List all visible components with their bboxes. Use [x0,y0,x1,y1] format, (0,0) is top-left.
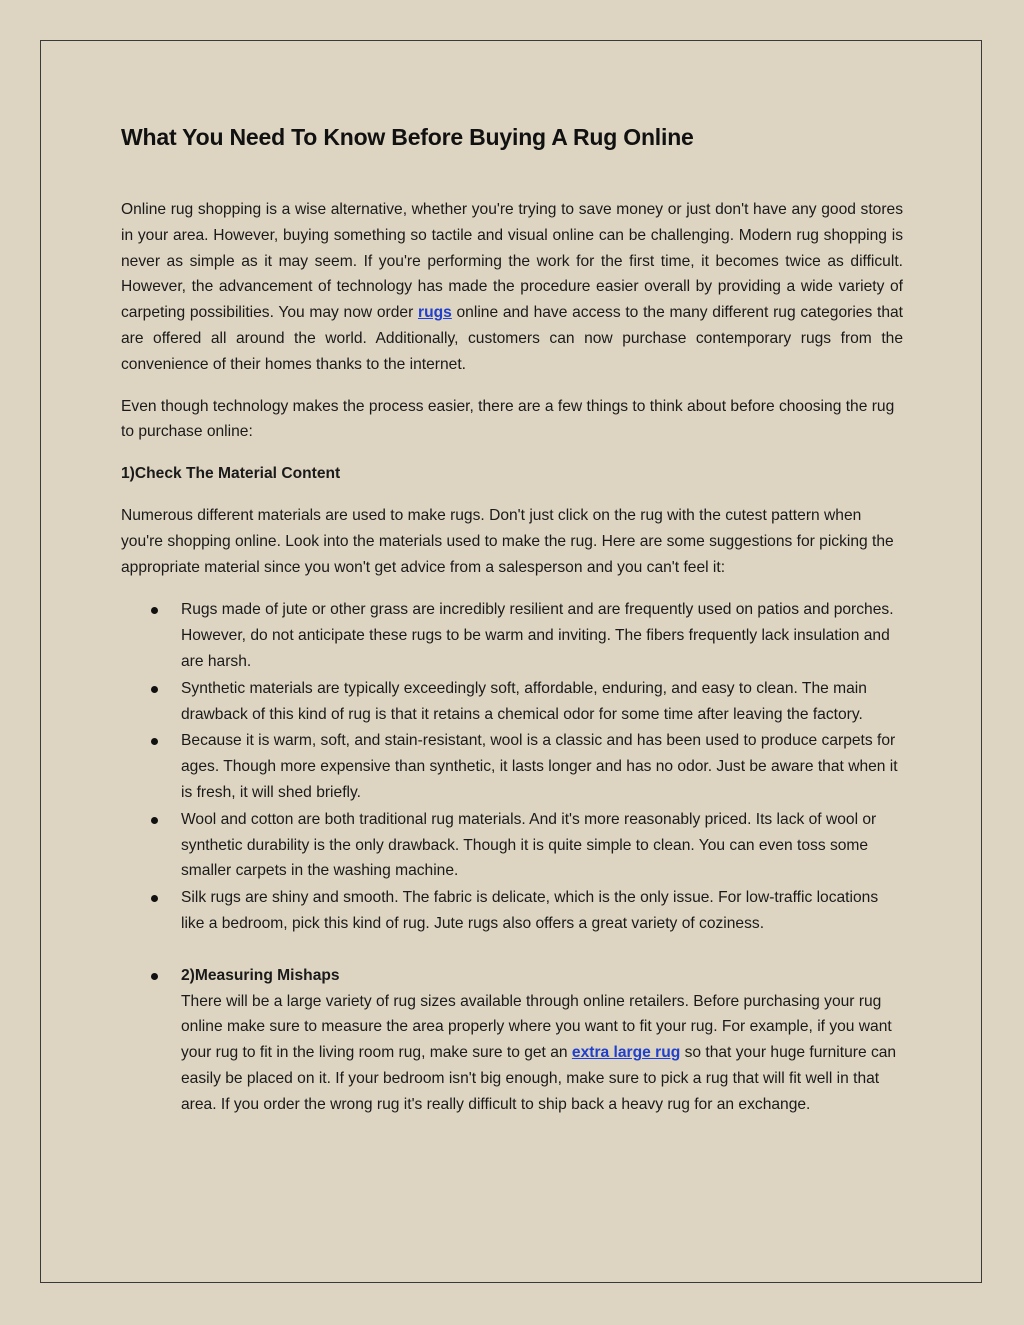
considerations-paragraph: Even though technology makes the process easier, there are a few things to think about before choosing the rug to purchase online: [121,397,895,441]
bullet-icon [151,817,158,824]
section-heading-measuring: 2)Measuring Mishaps [181,966,340,984]
material-paragraph: Numerous different materials are used to make rugs. Don't just click on the rug with the cutest pattern when you're shopping online. Look into the materials used to make the rug. Here are some suggestions for picking the appropriate material since you won't get advice from a salesperson and you can't feel it: [121,506,894,576]
list-item [121,597,903,674]
material-bullet-list [121,597,903,1117]
intro-text-before: Online rug shopping is a wise alternative, whether you're trying to save money or just don't have any good stores in your area. However, buying something so tactile and visual online can be challenging. Modern rug shopping is never as simple as it may seem. If you're performing the work for the first time, it becomes twice as difficult. However, the advancement of technology has made the procedure easier overall by providing a wide variety of carpeting possibilities. You may now order [121,201,903,322]
intro-text-after: online and have access to the many different rug categories that are offered all around the world. Additionally, customers can now purchase contemporary rugs from the convenience of their homes thanks to the internet. [121,304,903,373]
bullet-icon [151,738,158,745]
bullet-icon [151,895,158,902]
rugs-link[interactable]: rugs [418,304,452,322]
document-content [121,118,903,1119]
list-item-text: Silk rugs are shiny and smooth. The fabric is delicate, which is the only issue. For low-traffic locations like a bedroom, pick this kind of rug. Jute rugs also offers a great variety of coziness. [181,889,879,932]
section-heading-material: 1)Check The Material Content [121,465,341,483]
measuring-text-after: so that your huge furniture can easily be placed on it. If your bedroom isn't big enough, make sure to pick a rug that will fit well in that area. If you order the wrong rug it's really difficult to ship back a heavy rug for an exchange. [181,1044,897,1113]
list-item-text: Because it is warm, soft, and stain-resistant, wool is a classic and has been used to produce carpets for ages. Though more expensive than synthetic, it lasts longer and has no odor. Just be aware that when it is fresh, it will shed briefly. [181,732,898,801]
intro-paragraph [121,197,903,378]
list-item-measuring [121,963,903,1118]
extra-large-rug-link[interactable]: extra large rug [571,1044,681,1062]
list-item [121,885,903,937]
list-item-text: Wool and cotton are both traditional rug materials. And it's more reasonably priced. Its lack of wool or synthetic durability is the only drawback. Though it is quite simple to clean. You can even toss some smaller carpets in the washing machine. [181,810,877,880]
bullet-icon [151,686,158,693]
list-item-text: Synthetic materials are typically exceedingly soft, affordable, enduring, and easy to clean. The main drawback of this kind of rug is that it retains a chemical odor for some time after leaving the factory. [181,679,867,723]
list-item [121,676,903,728]
page-title: What You Need To Know Before Buying A Rug Online [121,124,694,150]
bullet-icon [151,607,158,614]
list-item-text: Rugs made of jute or other grass are incredibly resilient and are frequently used on patios and porches. However, do not anticipate these rugs to be warm and inviting. The fibers frequently lack insulation and are harsh. [181,601,894,670]
bullet-icon [151,973,158,980]
list-item [121,728,903,805]
list-item [121,807,903,884]
measuring-text-before: There will be a large variety of rug sizes available through online retailers. Before purchasing your rug online make sure to measure the area properly where you want to fit your rug. For example, if you want your rug to fit in the living room rug, make sure to get an [181,992,892,1062]
